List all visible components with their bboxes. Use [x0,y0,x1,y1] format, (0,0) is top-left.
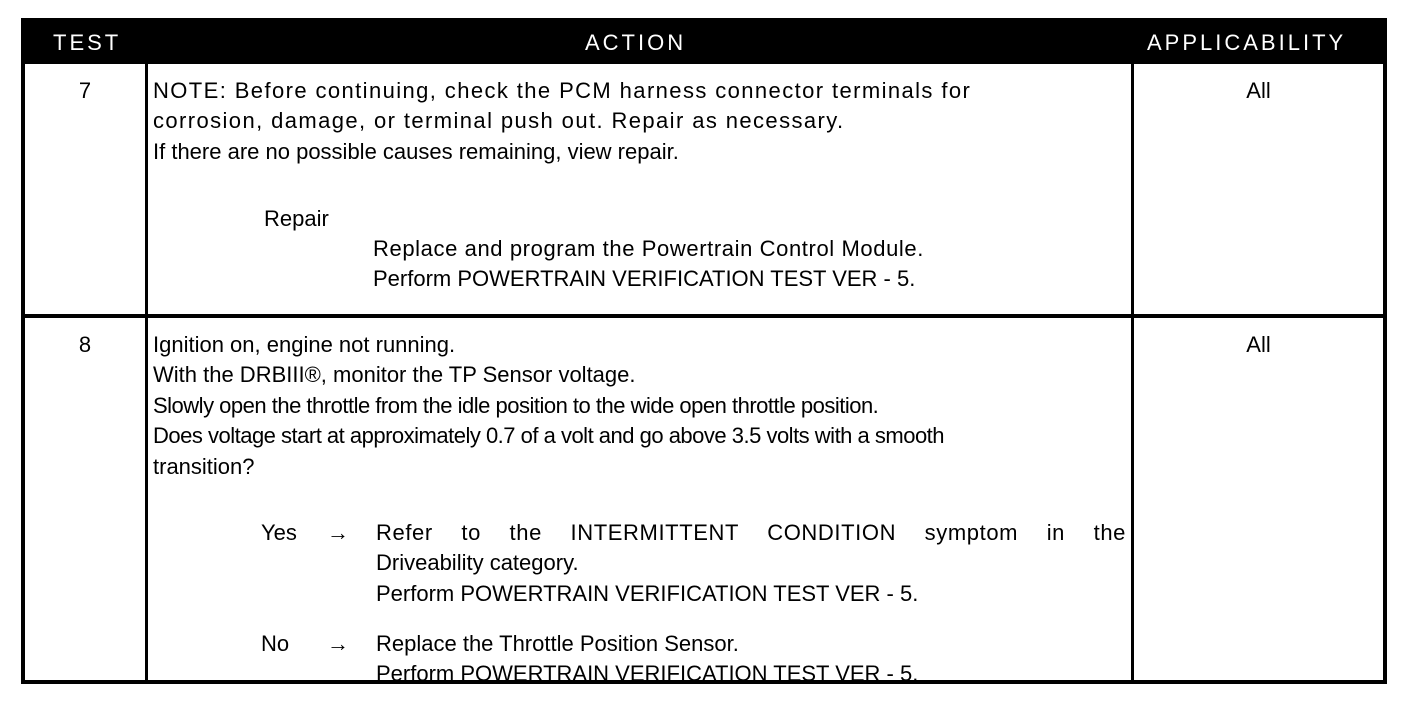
right-arrow-icon: → [327,631,349,656]
header-applicability: APPLICABILITY [1147,30,1347,55]
applicability-value: All [1246,332,1271,357]
no-label: No [261,631,290,656]
action-line: corrosion, damage, or terminal push out. Repair as necessary. [153,108,845,134]
result-line: Perform POWERTRAIN VERIFICATION TEST VER - 5. [376,580,919,606]
action-line: With the DRBIII®, monitor the TP Sensor voltage. [153,362,636,388]
action-line: Does voltage start at approximately 0.7 of a volt and go above 3.5 volts with a smooth [153,423,945,449]
action-line: Slowly open the throttle from the idle position to the wide open throttle position. [153,392,879,418]
result-line: Refer to the INTERMITTENT CONDITION symptom in the [376,520,1126,545]
no-result [376,629,1126,690]
right-arrow-icon: → [327,520,349,545]
result-line: Perform POWERTRAIN VERIFICATION TEST VER - 5. [373,266,916,292]
result-line: Perform POWERTRAIN VERIFICATION TEST VER - 5. [376,661,919,687]
action-cell [153,330,1125,482]
table-header [25,22,1383,64]
yes-result [376,518,1126,609]
result-line: Replace the Throttle Position Sensor. [376,631,739,656]
test-number: 7 [78,78,92,103]
action-line: Ignition on, engine not running. [153,332,456,357]
repair-result [373,234,1123,295]
table-row [25,318,1383,687]
applicability-value: All [1246,78,1271,103]
action-line: NOTE: Before continuing, check the PCM harness connector terminals for [153,78,972,103]
result-line: Driveability category. [376,550,579,576]
repair-label: Repair [264,206,329,231]
test-number: 8 [78,332,92,357]
header-test: TEST [53,30,122,55]
header-action: ACTION [585,30,687,55]
table-row [25,64,1383,314]
result-line: Replace and program the Powertrain Control Module. [373,236,924,261]
action-line: If there are no possible causes remaining, view repair. [153,138,679,164]
diagnostic-test-table [21,18,1387,687]
action-line: transition? [153,453,255,479]
yes-label: Yes [261,520,297,545]
action-cell [153,76,1125,167]
